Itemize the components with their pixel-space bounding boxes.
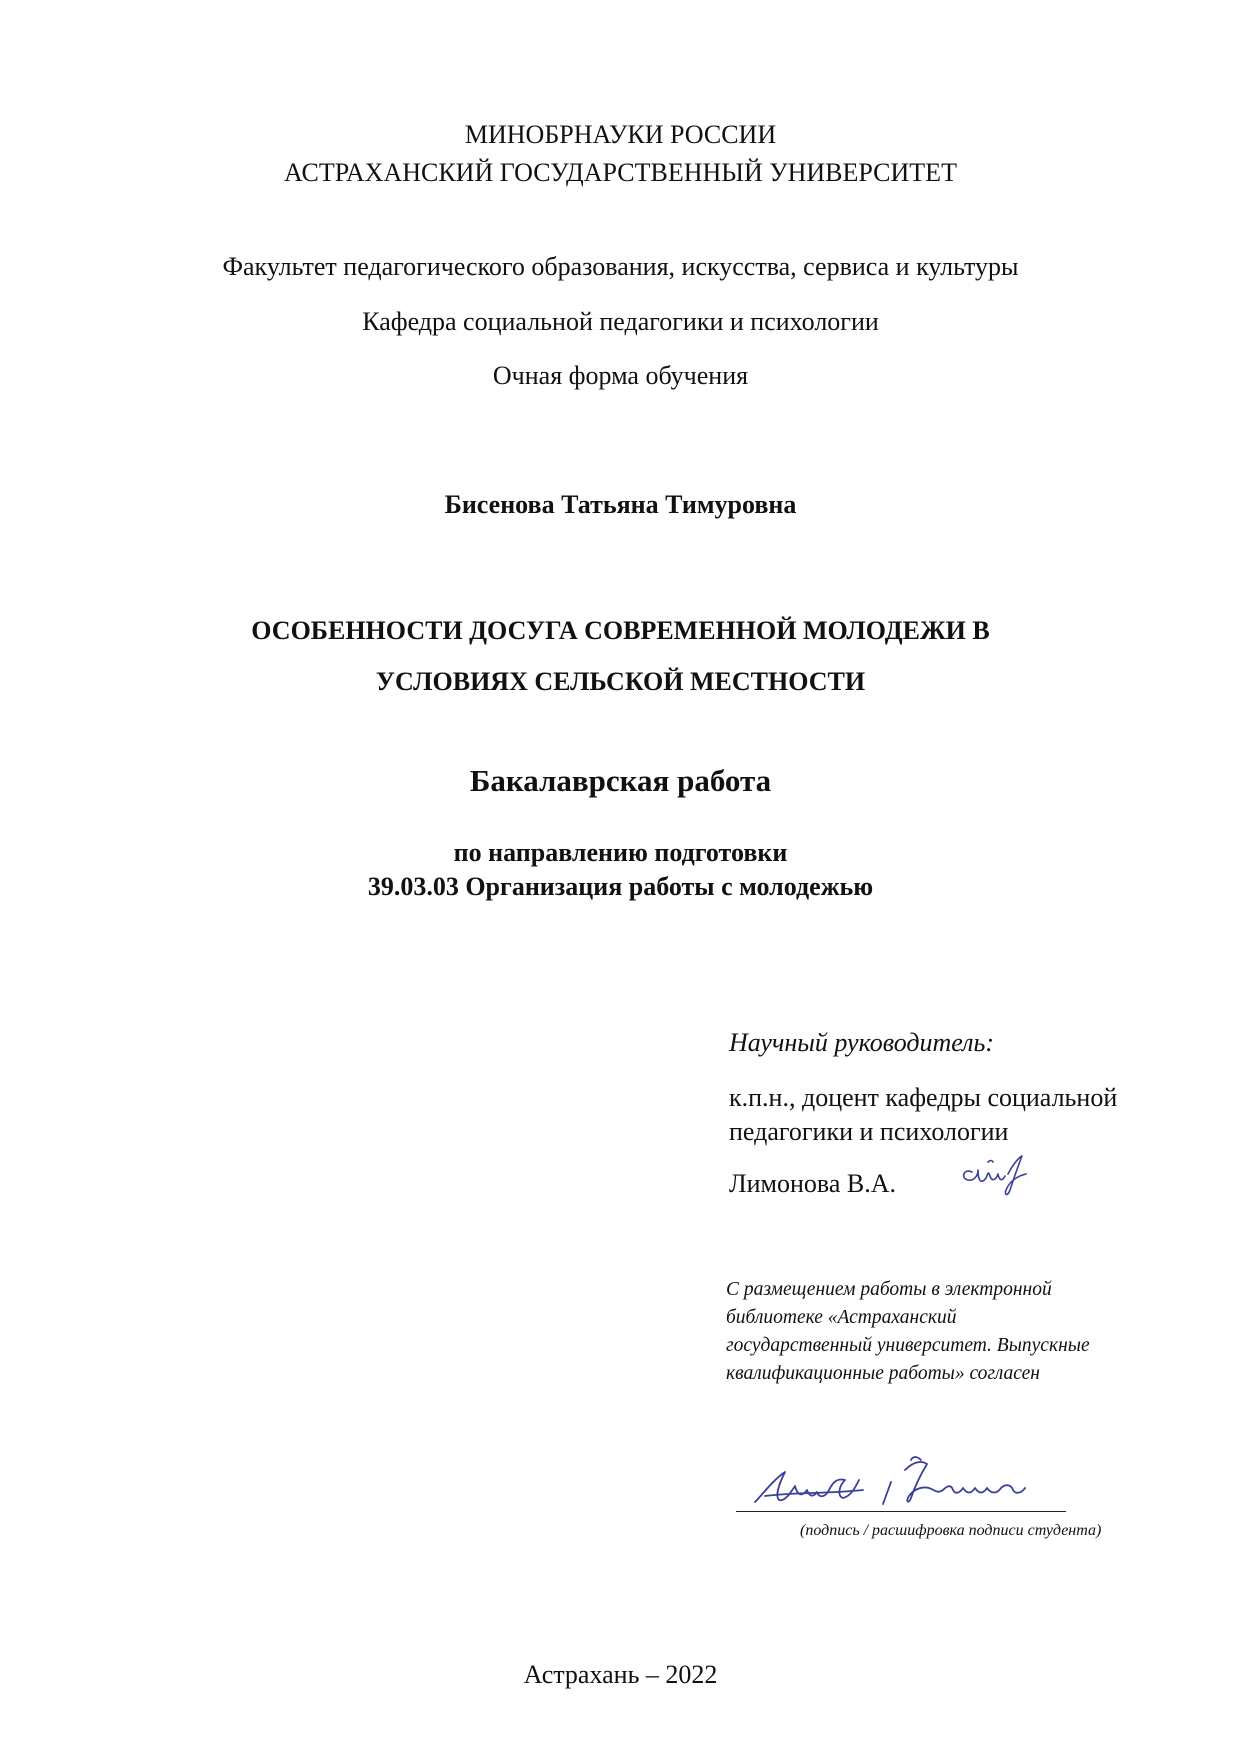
- direction-line-1: по направлению подготовки: [453, 838, 788, 867]
- supervisor-label: Научный руководитель:: [729, 1028, 995, 1057]
- university-name: АСТРАХАНСКИЙ ГОСУДАРСТВЕННЫЙ УНИВЕРСИТЕТ: [284, 158, 957, 187]
- consent-line-3: государственный университет. Выпускные: [726, 1335, 1090, 1356]
- author-name: Бисенова Татьяна Тимуровна: [444, 490, 797, 519]
- signature-caption: (подпись / расшифровка подписи студента): [800, 1522, 1102, 1539]
- work-type: Бакалаврская работа: [469, 763, 772, 798]
- supervisor-position-line-1: к.п.н., доцент кафедры социальной: [729, 1083, 1118, 1112]
- thesis-title-line-2: УСЛОВИЯХ СЕЛЬСКОЙ МЕСТНОСТИ: [375, 667, 866, 696]
- department-name: Кафедра социальной педагогики и психологии: [362, 307, 879, 336]
- consent-line-4: квалификационные работы» согласен: [726, 1363, 1040, 1384]
- direction-line-2: 39.03.03 Организация работы с молодежью: [367, 872, 874, 901]
- supervisor-name: Лимонова В.А.: [729, 1169, 897, 1198]
- ministry-name: МИНОБРНАУКИ РОССИИ: [464, 120, 777, 149]
- library-consent: [726, 1276, 1166, 1388]
- supervisor-signature: [952, 1148, 1042, 1200]
- thesis-title-line-1: ОСОБЕННОСТИ ДОСУГА СОВРЕМЕННОЙ МОЛОДЕЖИ В: [251, 616, 990, 645]
- supervisor-position-line-2: педагогики и психологии: [729, 1117, 1009, 1146]
- study-form: Очная форма обучения: [492, 361, 749, 390]
- city-year: Астрахань – 2022: [523, 1660, 718, 1689]
- consent-line-2: библиотеке «Астраханский: [726, 1307, 957, 1328]
- student-signature: [745, 1450, 1075, 1512]
- signature-line: [736, 1511, 1066, 1512]
- consent-line-1: С размещением работы в электронной: [726, 1279, 1052, 1300]
- faculty-name: Факультет педагогического образования, искусства, сервиса и культуры: [222, 252, 1019, 281]
